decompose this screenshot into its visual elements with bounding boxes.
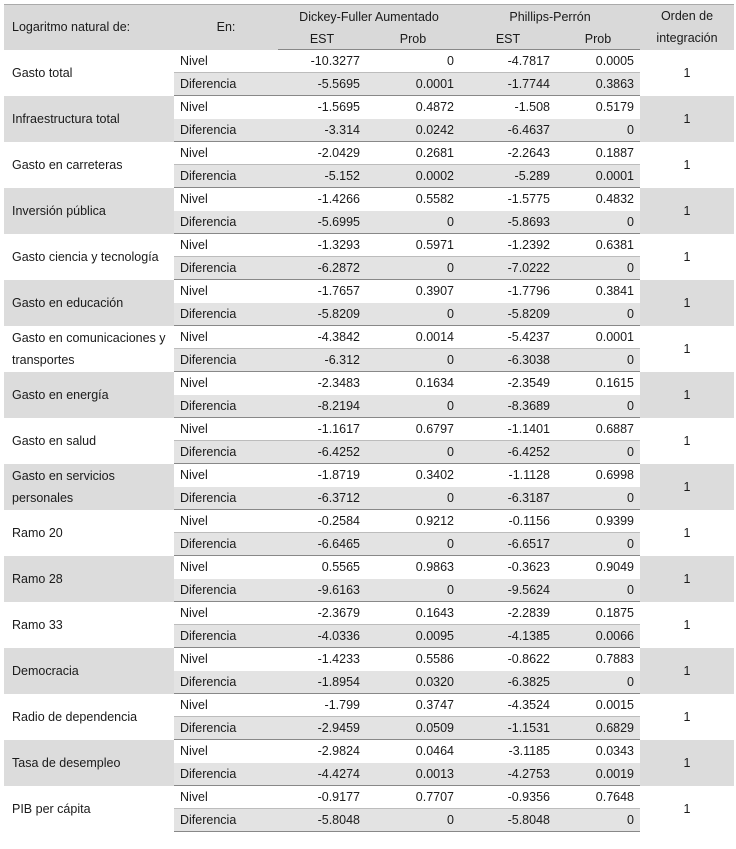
order-value: 1 [640, 142, 734, 188]
adf-prob-value: 0 [366, 441, 460, 464]
adf-est-value: -1.4233 [278, 648, 366, 671]
adf-est-value: -1.799 [278, 694, 366, 717]
adf-prob-value: 0.3747 [366, 694, 460, 717]
adf-prob-value: 0.3402 [366, 464, 460, 487]
adf-est-value: -2.0429 [278, 142, 366, 165]
adf-prob-value: 0.0509 [366, 717, 460, 740]
difference-label: Diferencia [174, 809, 278, 832]
adf-est-value: -6.6465 [278, 533, 366, 556]
adf-prob-value: 0.9212 [366, 510, 460, 533]
pp-est-value: -1.2392 [460, 234, 556, 257]
order-value: 1 [640, 50, 734, 96]
difference-label: Diferencia [174, 625, 278, 648]
pp-est-value: -1.1401 [460, 418, 556, 441]
pp-est-value: -6.4252 [460, 441, 556, 464]
table-row [4, 326, 734, 349]
adf-prob-value: 0.0014 [366, 326, 460, 349]
variable-name: Radio de dependencia [4, 694, 174, 740]
pp-prob-value: 0.1875 [556, 602, 640, 625]
variable-name: Tasa de desempleo [4, 740, 174, 786]
pp-prob-value: 0 [556, 441, 640, 464]
adf-prob-value: 0.0002 [366, 165, 460, 188]
table-row [4, 510, 734, 533]
difference-label: Diferencia [174, 533, 278, 556]
variable-name: Ramo 20 [4, 510, 174, 556]
pp-est-value: -0.9356 [460, 786, 556, 809]
table-body [4, 50, 734, 832]
pp-est-value: -5.8209 [460, 303, 556, 326]
variable-name: Gasto en energía [4, 372, 174, 418]
adf-est-value: -1.3293 [278, 234, 366, 257]
variable-name: Gasto en carreteras [4, 142, 174, 188]
table-row [4, 96, 734, 119]
pp-est-value: -1.508 [460, 96, 556, 119]
adf-est-value: -6.4252 [278, 441, 366, 464]
adf-prob-value: 0.0464 [366, 740, 460, 763]
pp-prob-value: 0.6381 [556, 234, 640, 257]
table-row [4, 372, 734, 395]
adf-est-value: -10.3277 [278, 50, 366, 73]
pp-prob-value: 0.1615 [556, 372, 640, 395]
difference-label: Diferencia [174, 717, 278, 740]
table-row [4, 50, 734, 73]
variable-name: Gasto en comunicaciones y transportes [4, 326, 174, 372]
order-value: 1 [640, 740, 734, 786]
variable-name: Gasto ciencia y tecnología [4, 234, 174, 280]
adf-est-value: -2.3483 [278, 372, 366, 395]
pp-est-value: -9.5624 [460, 579, 556, 602]
pp-est-value: -0.8622 [460, 648, 556, 671]
pp-est-value: -1.7744 [460, 73, 556, 96]
adf-prob-value: 0.0013 [366, 763, 460, 786]
difference-label: Diferencia [174, 671, 278, 694]
pp-prob-value: 0.0019 [556, 763, 640, 786]
header-adf: Dickey-Fuller Aumentado [278, 5, 460, 29]
adf-prob-value: 0.0242 [366, 119, 460, 142]
header-pp-est: EST [460, 28, 556, 50]
pp-est-value: -6.3187 [460, 487, 556, 510]
pp-est-value: -1.7796 [460, 280, 556, 303]
header-variable: Logaritmo natural de: [4, 5, 174, 50]
table-header [4, 5, 734, 50]
pp-prob-value: 0.9049 [556, 556, 640, 579]
adf-prob-value: 0.4872 [366, 96, 460, 119]
table-row [4, 418, 734, 441]
pp-est-value: -2.3549 [460, 372, 556, 395]
pp-prob-value: 0 [556, 257, 640, 280]
pp-est-value: -0.1156 [460, 510, 556, 533]
variable-name: Gasto en servicios personales [4, 464, 174, 510]
header-orden: Orden de integración [640, 5, 734, 50]
adf-prob-value: 0.5586 [366, 648, 460, 671]
pp-est-value: -5.4237 [460, 326, 556, 349]
pp-est-value: -7.0222 [460, 257, 556, 280]
order-value: 1 [640, 694, 734, 740]
order-value: 1 [640, 786, 734, 832]
pp-prob-value: 0 [556, 349, 640, 372]
pp-prob-value: 0.3863 [556, 73, 640, 96]
table-row [4, 464, 734, 487]
pp-est-value: -3.1185 [460, 740, 556, 763]
variable-name: Gasto en salud [4, 418, 174, 464]
pp-prob-value: 0.7883 [556, 648, 640, 671]
pp-est-value: -5.8693 [460, 211, 556, 234]
level-label: Nivel [174, 188, 278, 211]
pp-est-value: -4.3524 [460, 694, 556, 717]
variable-name: Ramo 28 [4, 556, 174, 602]
order-value: 1 [640, 234, 734, 280]
adf-prob-value: 0.7707 [366, 786, 460, 809]
pp-est-value: -6.6517 [460, 533, 556, 556]
table-row [4, 786, 734, 809]
level-label: Nivel [174, 786, 278, 809]
order-value: 1 [640, 188, 734, 234]
pp-prob-value: 0 [556, 211, 640, 234]
pp-est-value: -2.2839 [460, 602, 556, 625]
pp-est-value: -6.3038 [460, 349, 556, 372]
adf-est-value: -2.9459 [278, 717, 366, 740]
pp-prob-value: 0.0001 [556, 165, 640, 188]
adf-prob-value: 0.0001 [366, 73, 460, 96]
table-row [4, 602, 734, 625]
difference-label: Diferencia [174, 257, 278, 280]
adf-prob-value: 0.2681 [366, 142, 460, 165]
adf-prob-value: 0.1634 [366, 372, 460, 395]
pp-prob-value: 0 [556, 119, 640, 142]
adf-est-value: -6.3712 [278, 487, 366, 510]
pp-est-value: -4.7817 [460, 50, 556, 73]
adf-prob-value: 0.6797 [366, 418, 460, 441]
adf-prob-value: 0.5582 [366, 188, 460, 211]
level-label: Nivel [174, 648, 278, 671]
adf-est-value: -1.4266 [278, 188, 366, 211]
difference-label: Diferencia [174, 73, 278, 96]
adf-est-value: -1.1617 [278, 418, 366, 441]
pp-prob-value: 0.6998 [556, 464, 640, 487]
header-pp: Phillips-Perrón [460, 5, 640, 29]
pp-prob-value: 0 [556, 809, 640, 832]
adf-est-value: -1.8719 [278, 464, 366, 487]
adf-prob-value: 0 [366, 303, 460, 326]
adf-est-value: -5.5695 [278, 73, 366, 96]
adf-est-value: -5.8209 [278, 303, 366, 326]
pp-prob-value: 0.0343 [556, 740, 640, 763]
pp-prob-value: 0 [556, 303, 640, 326]
level-label: Nivel [174, 602, 278, 625]
adf-est-value: -5.8048 [278, 809, 366, 832]
level-label: Nivel [174, 326, 278, 349]
order-value: 1 [640, 372, 734, 418]
pp-prob-value: 0.9399 [556, 510, 640, 533]
pp-prob-value: 0.5179 [556, 96, 640, 119]
adf-prob-value: 0 [366, 395, 460, 418]
header-en: En: [174, 5, 278, 50]
difference-label: Diferencia [174, 119, 278, 142]
level-label: Nivel [174, 418, 278, 441]
level-label: Nivel [174, 234, 278, 257]
adf-est-value: -3.314 [278, 119, 366, 142]
level-label: Nivel [174, 50, 278, 73]
header-adf-est: EST [278, 28, 366, 50]
difference-label: Diferencia [174, 165, 278, 188]
level-label: Nivel [174, 556, 278, 579]
pp-prob-value: 0.4832 [556, 188, 640, 211]
order-value: 1 [640, 464, 734, 510]
adf-prob-value: 0 [366, 533, 460, 556]
table-row [4, 188, 734, 211]
adf-est-value: -2.3679 [278, 602, 366, 625]
adf-prob-value: 0.1643 [366, 602, 460, 625]
adf-est-value: -5.6995 [278, 211, 366, 234]
order-value: 1 [640, 280, 734, 326]
adf-prob-value: 0 [366, 50, 460, 73]
order-value: 1 [640, 418, 734, 464]
header-pp-prob: Prob [556, 28, 640, 50]
pp-prob-value: 0 [556, 533, 640, 556]
pp-est-value: -4.1385 [460, 625, 556, 648]
adf-prob-value: 0.5971 [366, 234, 460, 257]
adf-est-value: -4.0336 [278, 625, 366, 648]
table-row [4, 648, 734, 671]
level-label: Nivel [174, 96, 278, 119]
variable-name: Inversión pública [4, 188, 174, 234]
adf-prob-value: 0.0320 [366, 671, 460, 694]
adf-est-value: -1.8954 [278, 671, 366, 694]
order-value: 1 [640, 556, 734, 602]
pp-est-value: -5.8048 [460, 809, 556, 832]
level-label: Nivel [174, 372, 278, 395]
difference-label: Diferencia [174, 349, 278, 372]
order-value: 1 [640, 326, 734, 372]
difference-label: Diferencia [174, 303, 278, 326]
adf-est-value: -9.6163 [278, 579, 366, 602]
pp-est-value: -1.1531 [460, 717, 556, 740]
pp-est-value: -0.3623 [460, 556, 556, 579]
pp-prob-value: 0 [556, 395, 640, 418]
adf-est-value: -1.5695 [278, 96, 366, 119]
variable-name: Infraestructura total [4, 96, 174, 142]
variable-name: PIB per cápita [4, 786, 174, 832]
pp-prob-value: 0 [556, 671, 640, 694]
pp-est-value: -8.3689 [460, 395, 556, 418]
adf-prob-value: 0 [366, 487, 460, 510]
order-value: 1 [640, 648, 734, 694]
adf-est-value: 0.5565 [278, 556, 366, 579]
adf-est-value: -6.312 [278, 349, 366, 372]
pp-prob-value: 0.7648 [556, 786, 640, 809]
unit-root-table [4, 4, 734, 832]
adf-prob-value: 0.0095 [366, 625, 460, 648]
pp-est-value: -6.4637 [460, 119, 556, 142]
difference-label: Diferencia [174, 487, 278, 510]
adf-est-value: -4.4274 [278, 763, 366, 786]
table-row [4, 280, 734, 303]
adf-prob-value: 0 [366, 257, 460, 280]
adf-prob-value: 0.3907 [366, 280, 460, 303]
pp-est-value: -5.289 [460, 165, 556, 188]
variable-name: Democracia [4, 648, 174, 694]
header-adf-prob: Prob [366, 28, 460, 50]
adf-est-value: -1.7657 [278, 280, 366, 303]
adf-prob-value: 0 [366, 349, 460, 372]
adf-prob-value: 0 [366, 809, 460, 832]
level-label: Nivel [174, 694, 278, 717]
pp-est-value: -1.5775 [460, 188, 556, 211]
pp-prob-value: 0.3841 [556, 280, 640, 303]
variable-name: Ramo 33 [4, 602, 174, 648]
variable-name: Gasto en educación [4, 280, 174, 326]
table-row [4, 556, 734, 579]
pp-prob-value: 0.6887 [556, 418, 640, 441]
level-label: Nivel [174, 280, 278, 303]
pp-prob-value: 0.0066 [556, 625, 640, 648]
level-label: Nivel [174, 142, 278, 165]
order-value: 1 [640, 96, 734, 142]
pp-prob-value: 0.0015 [556, 694, 640, 717]
difference-label: Diferencia [174, 579, 278, 602]
adf-prob-value: 0 [366, 211, 460, 234]
difference-label: Diferencia [174, 763, 278, 786]
adf-est-value: -8.2194 [278, 395, 366, 418]
difference-label: Diferencia [174, 395, 278, 418]
pp-est-value: -6.3825 [460, 671, 556, 694]
table-row [4, 234, 734, 257]
pp-prob-value: 0.6829 [556, 717, 640, 740]
difference-label: Diferencia [174, 211, 278, 234]
difference-label: Diferencia [174, 441, 278, 464]
adf-prob-value: 0 [366, 579, 460, 602]
order-value: 1 [640, 510, 734, 556]
adf-prob-value: 0.9863 [366, 556, 460, 579]
adf-est-value: -2.9824 [278, 740, 366, 763]
level-label: Nivel [174, 740, 278, 763]
table-row [4, 740, 734, 763]
pp-prob-value: 0.1887 [556, 142, 640, 165]
pp-prob-value: 0.0001 [556, 326, 640, 349]
adf-est-value: -0.9177 [278, 786, 366, 809]
variable-name: Gasto total [4, 50, 174, 96]
adf-est-value: -6.2872 [278, 257, 366, 280]
table-row [4, 142, 734, 165]
adf-est-value: -5.152 [278, 165, 366, 188]
pp-est-value: -1.1128 [460, 464, 556, 487]
level-label: Nivel [174, 510, 278, 533]
adf-est-value: -4.3842 [278, 326, 366, 349]
table-row [4, 694, 734, 717]
pp-prob-value: 0 [556, 487, 640, 510]
adf-est-value: -0.2584 [278, 510, 366, 533]
order-value: 1 [640, 602, 734, 648]
pp-prob-value: 0 [556, 579, 640, 602]
pp-prob-value: 0.0005 [556, 50, 640, 73]
level-label: Nivel [174, 464, 278, 487]
pp-est-value: -4.2753 [460, 763, 556, 786]
pp-est-value: -2.2643 [460, 142, 556, 165]
